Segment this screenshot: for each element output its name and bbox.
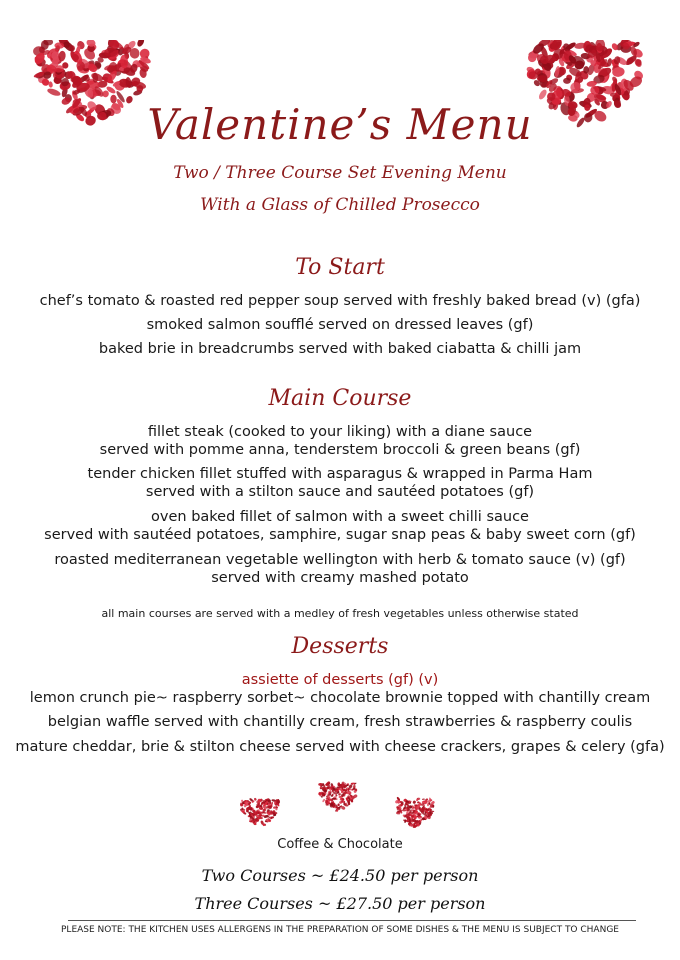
menu-subtitle: Two / Three Course Set Evening Menu [173,163,507,183]
main-item: fillet steak (cooked to your liking) with a diane sauce [147,424,533,440]
main-item-detail: served with creamy mashed potato [211,570,469,586]
mains-note: all main courses are served with a medley of fresh vegetables unless otherwise stated [101,607,579,620]
main-item-detail: served with sautéed potatoes, samphire, sugar snap peas & baby sweet corn (gf) [44,527,636,543]
price-two-courses: Two Courses ~ £24.50 per person [201,866,479,885]
menu-title: Valentine’s Menu [147,100,533,149]
coffee-chocolate: Coffee & Chocolate [277,837,403,852]
main-item: tender chicken fillet stuffed with asparagus & wrapped in Parma Ham [87,466,593,482]
starter-item: chef’s tomato & roasted red pepper soup served with freshly baked bread (v) (gfa) [39,293,641,309]
rose-heart-icon [393,796,437,834]
dessert-assiette: assiette of desserts (gf) (v) [241,672,439,688]
price-three-courses: Three Courses ~ £27.50 per person [194,894,486,913]
starter-item: baked brie in breadcrumbs served with baked ciabatta & chilli jam [98,341,582,357]
section-heading-mains: Main Course [268,386,412,411]
section-heading-starters: To Start [295,255,385,280]
dessert-item: belgian waffle served with chantilly cream, fresh strawberries & raspberry coulis [47,714,633,730]
main-item: oven baked fillet of salmon with a sweet chilli sauce [151,509,529,525]
starter-item: smoked salmon soufflé served on dressed leaves (gf) [146,317,534,333]
section-heading-desserts: Desserts [291,634,389,659]
dessert-item: mature cheddar, brie & stilton cheese served with cheese crackers, grapes & celery (gfa) [15,739,665,755]
main-item-detail: served with a stilton sauce and sautéed potatoes (gf) [145,484,535,500]
main-item-detail: served with pomme anna, tenderstem broccoli & green beans (gf) [99,442,581,458]
dessert-item: lemon crunch pie~ raspberry sorbet~ chocolate brownie topped with chantilly cream [29,690,651,706]
allergen-note: PLEASE NOTE: THE KITCHEN USES ALLERGENS IN THE PREPARATION OF SOME DISHES & THE MENU IS SUBJECT TO CHANGE [61,925,619,935]
menu-subtitle-prosecco: With a Glass of Chilled Prosecco [200,195,480,215]
footer-divider [68,920,636,921]
rose-heart-icon [238,796,282,834]
main-item: roasted mediterranean vegetable wellington with herb & tomato sauce (v) (gf) [54,552,626,568]
rose-heart-icon [316,780,360,818]
